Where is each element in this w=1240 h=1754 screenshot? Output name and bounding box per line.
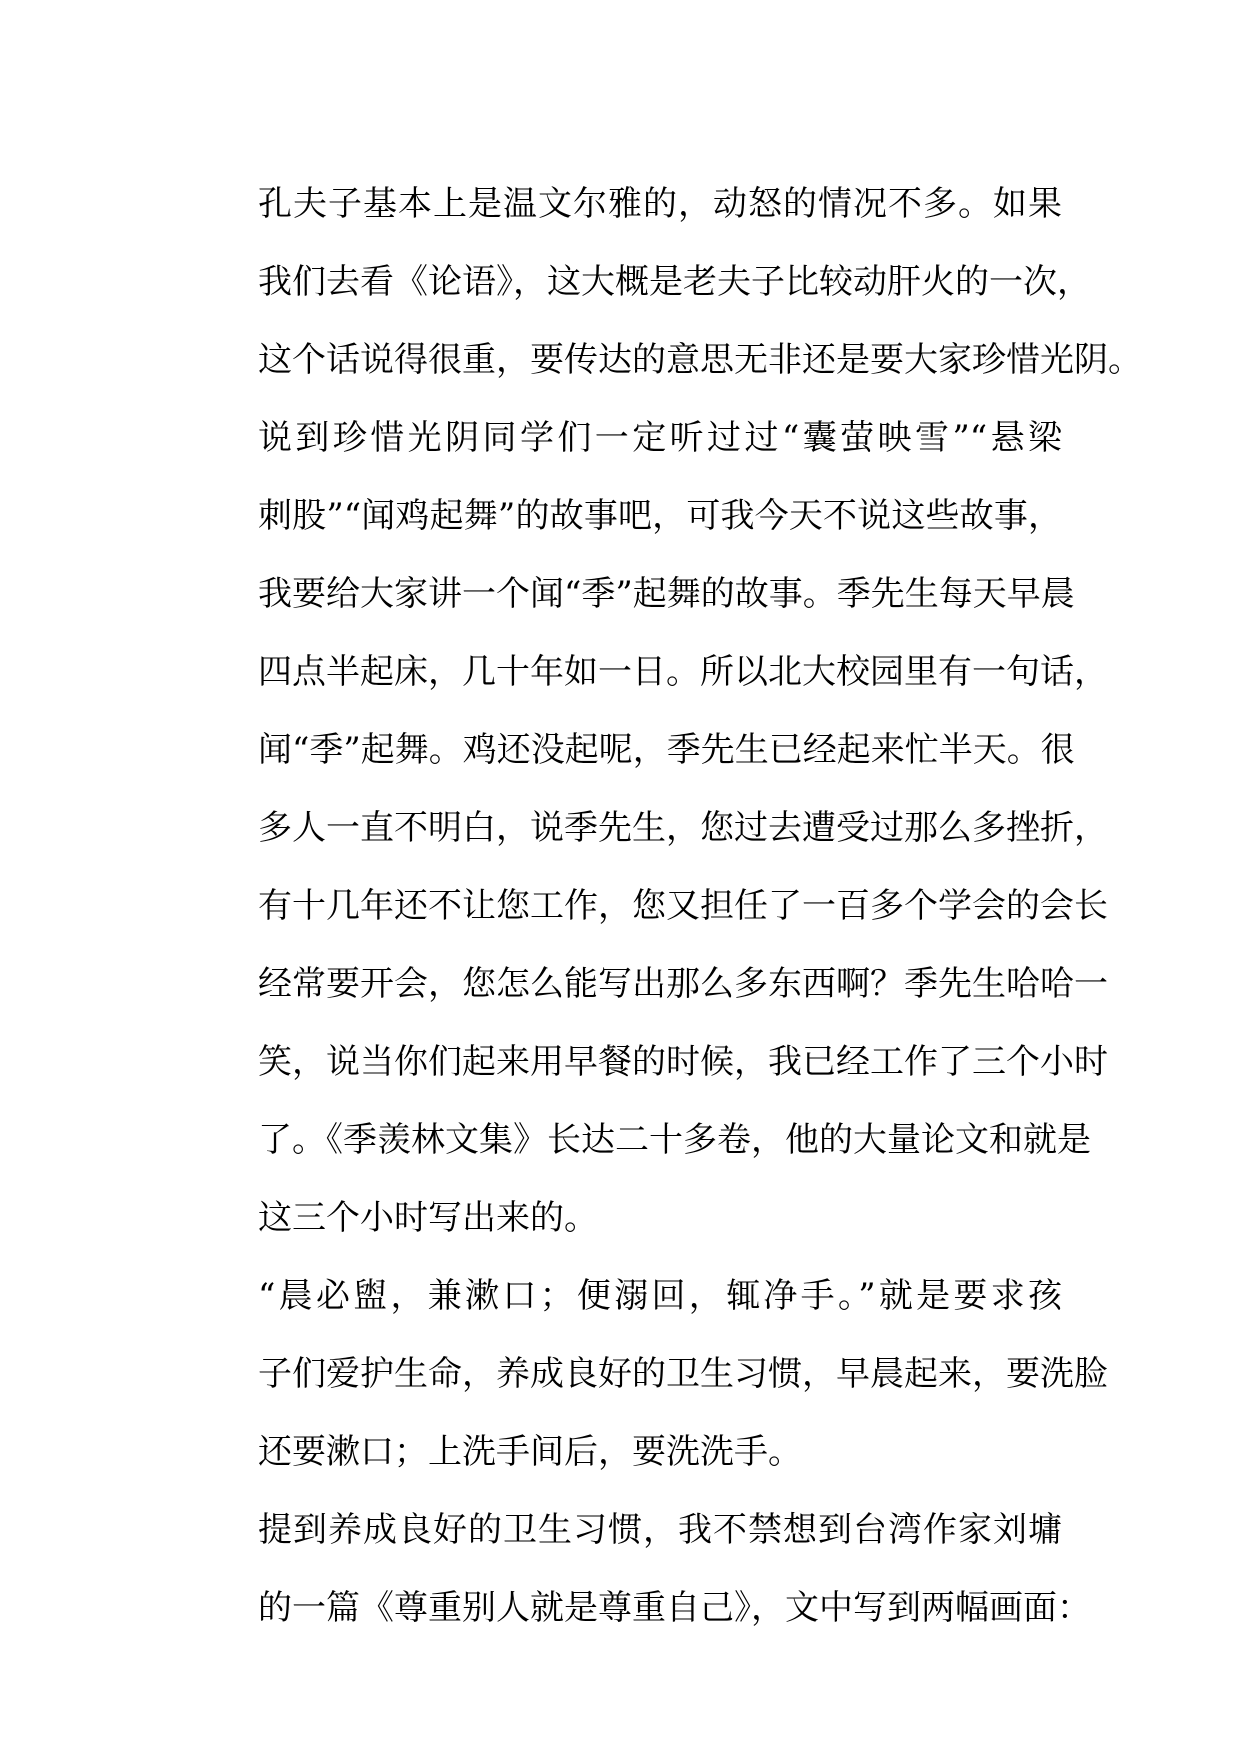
text-line: 说到珍惜光阴同学们一定听过过“囊萤映雪”“悬梁 — [258, 418, 1062, 458]
text-line: 有十几年还不让您工作，您又担任了一百多个学会的会长 — [258, 886, 1108, 926]
text-line: 我们去看《论语》，这大概是老夫子比较动肝火的一次， — [258, 262, 1091, 302]
text-line: 子们爱护生命，养成良好的卫生习惯，早晨起来，要洗脸 — [258, 1354, 1108, 1394]
text-line: 我要给大家讲一个闻“季”起舞的故事。季先生每天早晨 — [258, 574, 1075, 614]
text-line: 还要漱口；上洗手间后，要洗洗手。 — [258, 1432, 802, 1472]
text-line: 了。《季羡林文集》长达二十多卷，他的大量论文和就是 — [258, 1120, 1091, 1160]
text-line: 多人一直不明白，说季先生，您过去遭受过那么多挫折， — [258, 808, 1108, 848]
text-line: 提到养成良好的卫生习惯，我不禁想到台湾作家刘墉 — [258, 1510, 1062, 1550]
paragraph-1 — [190, 165, 1142, 399]
text-line: 闻“季”起舞。鸡还没起呢，季先生已经起来忙半天。很 — [258, 730, 1075, 770]
paragraph-4 — [190, 1491, 1091, 1647]
paragraph-2 — [190, 399, 1108, 1257]
text-line: “晨必盥，兼漱口；便溺回，辄净手。”就是要求孩 — [258, 1276, 1062, 1316]
text-line: 孔夫子基本上是温文尔雅的，动怒的情况不多。如果 — [258, 184, 1062, 224]
text-line: 这三个小时写出来的。 — [258, 1198, 598, 1238]
paragraph-3 — [190, 1257, 1108, 1491]
text-line: 四点半起床，几十年如一日。所以北大校园里有一句话， — [258, 652, 1108, 692]
body-text — [190, 165, 1142, 1647]
text-line: 的一篇《尊重别人就是尊重自己》，文中写到两幅画面： — [258, 1588, 1091, 1628]
text-line: 经常要开会，您怎么能写出那么多东西啊？季先生哈哈一 — [258, 964, 1108, 1004]
text-line: 这个话说得很重，要传达的意思无非还是要大家珍惜光阴。 — [258, 340, 1142, 380]
text-line: 笑，说当你们起来用早餐的时候，我已经工作了三个小时 — [258, 1042, 1108, 1082]
text-line: 刺股”“闻鸡起舞”的故事吧，可我今天不说这些故事， — [258, 496, 1062, 536]
